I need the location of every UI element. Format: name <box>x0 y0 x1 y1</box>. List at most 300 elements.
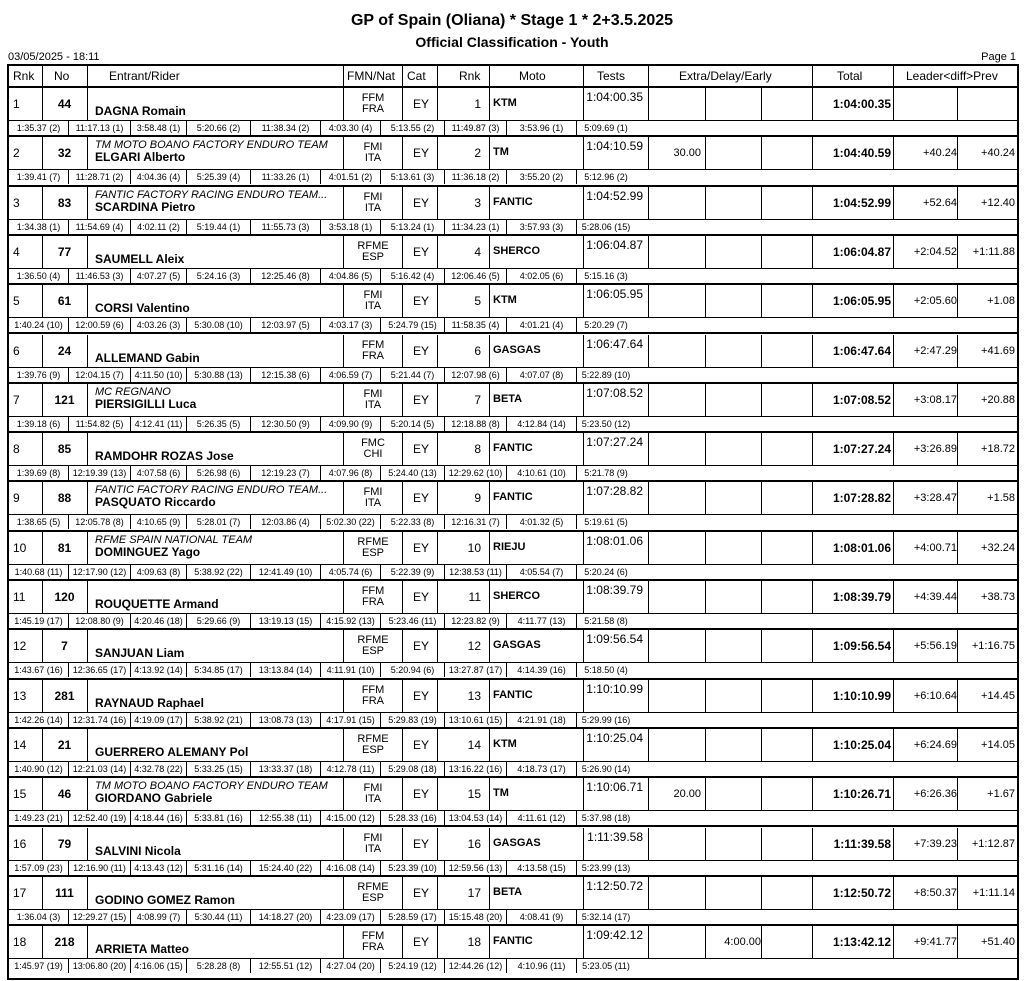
table-row <box>9 482 1017 531</box>
test-time: 1:40.68 (11) <box>9 565 69 579</box>
prev-diff: +1.58 <box>987 492 1015 505</box>
test-time: 12:06.46 (5) <box>445 269 507 283</box>
table-row <box>9 88 1017 137</box>
motorcycle-brand: GASGAS <box>493 343 541 356</box>
federation: FFM <box>361 683 385 696</box>
motorcycle-brand: RIEJU <box>493 540 526 553</box>
extra-time: 30.00 <box>673 147 701 160</box>
test-time: 12:25.46 (8) <box>251 269 321 283</box>
class-rank: 18 <box>467 935 481 950</box>
rider-name: SALVINI Nicola <box>95 843 181 858</box>
team-name: TM MOTO BOANO FACTORY ENDURO TEAM <box>95 780 328 793</box>
nationality: FRA <box>362 694 384 707</box>
test-time: 12:31.74 (16) <box>69 713 131 727</box>
federation-nation <box>344 241 402 263</box>
class-rank: 14 <box>467 737 481 752</box>
test-time: 1:42.26 (14) <box>9 713 69 727</box>
table-row <box>9 433 1017 482</box>
leader-diff: +7:39.23 <box>913 837 957 850</box>
test-time: 5:28.06 (15) <box>581 221 631 232</box>
test-time: 11:17.13 (1) <box>69 121 131 135</box>
test-time: 11:38.34 (2) <box>251 121 321 135</box>
rider-number: 32 <box>57 146 72 161</box>
tests-time: 1:07:28.82 <box>586 484 643 499</box>
tests-time: 1:07:08.52 <box>586 385 643 400</box>
test-time: 4:18.73 (17) <box>507 762 577 776</box>
test-time: 5:29.66 (9) <box>187 614 251 628</box>
test-time: 5:30.88 (13) <box>187 368 251 382</box>
table-row <box>9 778 1017 827</box>
test-time: 4:18.44 (16) <box>131 811 187 825</box>
col-class-rnk: Rnk <box>459 69 481 83</box>
test-time: 4:10.61 (10) <box>507 466 577 480</box>
test-time: 1:40.90 (12) <box>9 762 69 776</box>
federation: RFME <box>357 732 389 745</box>
test-time: 5:19.61 (5) <box>584 517 628 528</box>
test-time: 5:23.05 (11) <box>582 961 630 972</box>
test-time: 4:01.21 (4) <box>507 318 577 332</box>
rider-name: ELGARI Alberto <box>95 150 186 165</box>
federation: FFM <box>361 338 385 351</box>
nationality: ITA <box>364 842 382 855</box>
rider-name: GIORDANO Gabriele <box>95 791 213 806</box>
extra-time: 20.00 <box>673 788 701 801</box>
test-time: 4:13.92 (14) <box>131 663 187 677</box>
col-total: Total <box>837 69 863 83</box>
rank: 7 <box>13 392 20 407</box>
test-time: 4:11.50 (10) <box>131 368 187 382</box>
leader-diff: +5:56.19 <box>913 640 957 653</box>
col-fmn: FMN/Nat <box>347 69 395 83</box>
rank: 18 <box>13 935 27 950</box>
nationality: ITA <box>364 201 382 214</box>
test-time: 1:40.24 (10) <box>9 318 69 332</box>
table-row <box>9 285 1017 334</box>
test-time: 5:24.79 (15) <box>381 318 445 332</box>
test-time: 4:15.00 (12) <box>321 811 381 825</box>
result-line <box>9 729 1017 762</box>
prev-diff: +14.45 <box>981 689 1015 702</box>
test-time: 4:09.90 (9) <box>321 417 381 431</box>
result-line <box>9 778 1017 811</box>
table-row <box>9 877 1017 926</box>
motorcycle-brand: GASGAS <box>493 639 541 652</box>
test-times-line <box>9 811 1017 825</box>
leader-diff: +2:05.60 <box>913 295 957 308</box>
test-time: 4:15.92 (13) <box>321 614 381 628</box>
delay-time: 4:00.00 <box>724 936 761 949</box>
category: EY <box>412 787 429 802</box>
class-rank: 11 <box>468 590 481 604</box>
test-time: 12:18.88 (8) <box>445 417 507 431</box>
category: EY <box>412 737 429 752</box>
motorcycle-brand: FANTIC <box>493 195 533 208</box>
rider-name: PIERSIGILLI Luca <box>95 396 197 411</box>
test-time: 4:04.36 (4) <box>131 170 187 184</box>
table-row <box>9 680 1017 729</box>
test-time: 4:12.78 (11) <box>321 762 381 776</box>
test-time: 5:20.66 (2) <box>187 121 251 135</box>
class-rank: 6 <box>474 343 481 358</box>
class-rank: 2 <box>474 146 481 161</box>
result-line <box>9 581 1017 614</box>
federation-nation <box>344 635 402 657</box>
test-times-line <box>9 269 1017 283</box>
test-time: 14:18.27 (20) <box>251 910 321 924</box>
test-time: 5:34.85 (17) <box>187 663 251 677</box>
test-time: 13:10.61 (15) <box>445 713 507 727</box>
test-time: 12:30.50 (9) <box>251 417 321 431</box>
rank: 6 <box>13 343 20 358</box>
test-time: 12:23.82 (9) <box>445 614 507 628</box>
test-time: 5:33.81 (16) <box>187 811 251 825</box>
prev-diff: +1:11.88 <box>972 245 1015 258</box>
test-time: 12:29.27 (15) <box>69 910 131 924</box>
test-times-line <box>9 614 1017 628</box>
rider-number: 44 <box>57 97 72 111</box>
nationality: ITA <box>364 300 382 313</box>
federation-nation <box>344 438 402 460</box>
tests-time: 1:10:06.71 <box>586 780 643 795</box>
nationality: FRA <box>362 349 384 362</box>
test-time: 13:08.73 (13) <box>251 713 321 727</box>
test-time: 4:19.09 (17) <box>131 713 187 727</box>
class-rank: 3 <box>474 195 481 210</box>
test-time: 5:20.29 (7) <box>584 320 628 331</box>
team-name: FANTIC FACTORY RACING ENDURO TEAM... <box>95 188 328 201</box>
result-line <box>9 482 1017 515</box>
motorcycle-brand: FANTIC <box>493 688 533 701</box>
total-time: 1:06:04.87 <box>832 244 891 259</box>
rider-number: 81 <box>57 540 72 555</box>
test-time: 4:17.91 (15) <box>321 713 381 727</box>
test-time: 12:59.56 (13) <box>445 861 507 875</box>
test-time: 12:15.38 (6) <box>251 368 321 382</box>
rank: 17 <box>13 885 27 900</box>
test-time: 12:38.53 (11) <box>445 565 507 579</box>
document-title: GP of Spain (Oliana) * Stage 1 * 2+3.5.2025 <box>350 12 674 29</box>
test-time: 5:26.98 (6) <box>187 466 251 480</box>
rider-number: 61 <box>57 294 72 309</box>
test-time: 1:39.41 (7) <box>9 170 69 184</box>
motorcycle-brand: GASGAS <box>493 836 541 849</box>
test-time: 1:36.50 (4) <box>9 269 69 283</box>
tests-time: 1:04:00.35 <box>586 90 643 104</box>
federation: FMI <box>363 141 383 154</box>
col-entrant: Entrant/Rider <box>109 69 180 83</box>
test-time: 11:46.53 (3) <box>69 269 131 283</box>
test-times-line <box>9 121 1017 135</box>
motorcycle-brand: BETA <box>493 885 523 898</box>
rider-name: GUERRERO ALEMANY Pol <box>95 744 249 759</box>
result-line <box>9 433 1017 466</box>
test-time: 3:53.96 (1) <box>507 121 577 135</box>
test-time: 4:10.96 (11) <box>507 959 577 973</box>
motorcycle-brand: FANTIC <box>493 491 533 504</box>
nationality: ITA <box>364 793 382 806</box>
test-time: 4:07.58 (6) <box>131 466 187 480</box>
test-time: 5:23.46 (11) <box>381 614 445 628</box>
rider-name: ARRIETA Matteo <box>95 942 189 957</box>
total-time: 1:10:25.04 <box>832 737 891 752</box>
category: EY <box>412 590 429 604</box>
test-time: 4:27.04 (20) <box>321 959 381 973</box>
rank: 11 <box>13 590 26 604</box>
test-time: 5:29.99 (16) <box>581 714 631 725</box>
nationality: ITA <box>364 497 382 510</box>
test-time: 5:29.08 (18) <box>381 762 445 776</box>
test-time: 12:21.03 (14) <box>69 762 131 776</box>
motorcycle-brand: KTM <box>493 737 517 750</box>
class-rank: 5 <box>474 294 481 309</box>
nationality: ITA <box>364 152 382 165</box>
leader-diff: +40.24 <box>923 147 957 160</box>
test-time: 5:22.33 (8) <box>381 515 445 529</box>
motorcycle-brand: TM <box>493 146 509 159</box>
test-time: 1:38.65 (5) <box>9 515 69 529</box>
test-time: 3:57.93 (3) <box>507 220 577 234</box>
test-time: 13:13.84 (14) <box>251 663 321 677</box>
motorcycle-brand: FANTIC <box>493 935 533 948</box>
federation-nation <box>344 192 402 214</box>
test-time: 5:15.16 (3) <box>584 270 628 281</box>
total-time: 1:13:42.12 <box>832 935 891 950</box>
total-time: 1:08:01.06 <box>832 540 891 555</box>
test-time: 4:07.96 (8) <box>321 466 381 480</box>
test-time: 5:24.19 (12) <box>381 959 445 973</box>
classification-table <box>7 64 1019 980</box>
test-time: 1:45.97 (19) <box>9 959 69 973</box>
motorcycle-brand: FANTIC <box>493 442 533 455</box>
test-time: 1:36.04 (3) <box>9 910 69 924</box>
test-time: 5:23.99 (13) <box>581 862 631 873</box>
result-line <box>9 532 1017 565</box>
leader-diff: +3:28.47 <box>913 492 957 505</box>
test-times-line <box>9 368 1017 382</box>
tests-time: 1:06:47.64 <box>586 336 643 351</box>
federation: FFM <box>361 585 385 597</box>
test-time: 5:02.30 (22) <box>321 515 381 529</box>
nationality: ESP <box>361 743 384 756</box>
col-extra: Extra/Delay/Early <box>679 69 772 83</box>
test-time: 4:20.46 (18) <box>131 614 187 628</box>
prev-diff: +1.67 <box>987 788 1015 801</box>
prev-diff: +20.88 <box>981 393 1015 406</box>
test-time: 5:22.89 (10) <box>581 369 631 380</box>
test-time: 4:02.11 (2) <box>131 220 187 234</box>
motorcycle-brand: SHERCO <box>493 590 541 602</box>
table-row <box>9 630 1017 679</box>
tests-time: 1:04:52.99 <box>586 188 643 203</box>
test-time: 5:16.42 (4) <box>381 269 445 283</box>
test-time: 4:03.17 (3) <box>321 318 381 332</box>
nationality: CHI <box>363 448 383 461</box>
test-time: 1:49.23 (21) <box>9 811 69 825</box>
result-line <box>9 877 1017 910</box>
team-name: RFME SPAIN NATIONAL TEAM <box>95 533 253 546</box>
leader-diff: +6:10.64 <box>913 689 957 702</box>
federation-nation <box>344 93 402 115</box>
class-rank: 4 <box>474 244 481 259</box>
tests-time: 1:11:39.58 <box>587 829 643 844</box>
category: EY <box>412 885 429 900</box>
federation: FMI <box>363 289 383 302</box>
test-time: 12:55.51 (12) <box>251 959 321 973</box>
test-time: 5:20.14 (5) <box>381 417 445 431</box>
test-time: 5:23.50 (12) <box>581 418 631 429</box>
test-time: 12:16.90 (11) <box>69 861 131 875</box>
tests-time: 1:09:56.54 <box>586 632 643 647</box>
result-line <box>9 926 1017 959</box>
test-time: 11:49.87 (3) <box>445 121 507 135</box>
test-time: 12:08.80 (9) <box>69 614 131 628</box>
rank: 10 <box>13 540 27 555</box>
test-time: 5:22.39 (9) <box>381 565 445 579</box>
nationality: FRA <box>362 103 384 115</box>
test-time: 5:28.28 (8) <box>187 959 251 973</box>
test-time: 3:58.48 (1) <box>131 121 187 135</box>
result-line <box>9 630 1017 663</box>
test-times-line <box>9 515 1017 529</box>
test-time: 11:54.82 (5) <box>69 417 131 431</box>
result-line <box>9 187 1017 220</box>
test-time: 4:05.54 (7) <box>507 565 577 579</box>
total-time: 1:04:52.99 <box>832 195 891 210</box>
nationality: ITA <box>364 398 382 411</box>
test-times-line <box>9 417 1017 431</box>
rider-name: GODINO GOMEZ Ramon <box>95 892 236 907</box>
nationality: ESP <box>361 891 384 904</box>
prev-diff: +32.24 <box>981 541 1015 554</box>
tests-time: 1:09:42.12 <box>586 928 643 943</box>
test-time: 4:16.06 (15) <box>131 959 187 973</box>
test-time: 13:06.80 (20) <box>69 959 131 973</box>
motorcycle-brand: KTM <box>493 294 517 307</box>
test-time: 12:03.97 (5) <box>251 318 321 332</box>
test-time: 1:39.18 (6) <box>9 417 69 431</box>
category: EY <box>412 195 429 210</box>
test-time: 4:08.99 (7) <box>131 910 187 924</box>
category: EY <box>412 343 429 358</box>
test-time: 11:33.26 (1) <box>251 170 321 184</box>
test-time: 1:39.69 (8) <box>9 466 69 480</box>
tests-time: 1:07:27.24 <box>586 435 643 450</box>
test-time: 12:07.98 (6) <box>445 368 507 382</box>
category: EY <box>412 392 429 407</box>
tests-time: 1:04:10.59 <box>586 139 643 154</box>
table-row <box>9 729 1017 778</box>
test-time: 11:36.18 (2) <box>445 170 507 184</box>
rider-name: PASQUATO Riccardo <box>95 495 216 510</box>
total-time: 1:09:56.54 <box>832 639 891 654</box>
test-time: 12:19.23 (7) <box>251 466 321 480</box>
category: EY <box>412 491 429 506</box>
result-line <box>9 88 1017 121</box>
tests-time: 1:06:05.95 <box>586 287 643 302</box>
motorcycle-brand: BETA <box>493 392 523 405</box>
rider-number: 83 <box>57 195 72 210</box>
total-time: 1:07:08.52 <box>832 392 891 407</box>
tests-time: 1:12:50.72 <box>586 878 643 893</box>
test-time: 5:29.83 (19) <box>381 713 445 727</box>
test-time: 5:38.92 (21) <box>187 713 251 727</box>
class-rank: 13 <box>467 688 481 703</box>
test-time: 5:24.40 (13) <box>381 466 445 480</box>
category: EY <box>412 244 429 259</box>
motorcycle-brand: TM <box>493 787 509 800</box>
test-time: 5:20.24 (6) <box>584 566 628 577</box>
result-line <box>9 335 1017 368</box>
class-rank: 7 <box>474 392 481 407</box>
prev-diff: +12.40 <box>981 196 1015 209</box>
test-time: 5:28.59 (17) <box>381 910 445 924</box>
test-times-line <box>9 318 1017 332</box>
rider-number: 88 <box>57 491 72 506</box>
prev-diff: +40.24 <box>981 147 1015 160</box>
test-time: 5:26.90 (14) <box>581 763 631 774</box>
test-time: 5:26.35 (5) <box>187 417 251 431</box>
test-time: 12:00.59 (6) <box>69 318 131 332</box>
federation-nation <box>344 685 402 707</box>
federation-nation <box>344 586 402 608</box>
test-time: 12:55.38 (11) <box>251 811 321 825</box>
table-row <box>9 828 1017 877</box>
rank: 15 <box>13 787 27 802</box>
rider-number: 85 <box>57 442 72 457</box>
leader-diff: +4:39.44 <box>913 591 957 603</box>
table-header <box>9 66 1017 88</box>
test-time: 5:12.96 (2) <box>584 172 628 183</box>
nationality: ESP <box>361 546 384 559</box>
rank: 12 <box>13 639 27 654</box>
total-time: 1:06:47.64 <box>832 343 891 358</box>
table-row <box>9 926 1017 975</box>
total-time: 1:10:10.99 <box>832 688 891 703</box>
test-time: 5:18.50 (4) <box>584 665 628 676</box>
test-time: 1:34.38 (1) <box>9 220 69 234</box>
category: EY <box>412 146 429 161</box>
test-time: 4:07.27 (5) <box>131 269 187 283</box>
test-time: 4:01.32 (5) <box>507 515 577 529</box>
col-moto: Moto <box>519 69 546 83</box>
rider-number: 111 <box>55 885 74 900</box>
test-time: 4:13.58 (15) <box>507 861 577 875</box>
result-line <box>9 236 1017 269</box>
motorcycle-brand: KTM <box>493 97 517 109</box>
test-time: 5:09.69 (1) <box>584 123 628 133</box>
test-time: 12:03.86 (4) <box>251 515 321 529</box>
rider-number: 120 <box>54 590 75 604</box>
test-times-line <box>9 466 1017 480</box>
rider-number: 24 <box>57 343 72 358</box>
prev-diff: +38.73 <box>981 591 1015 603</box>
test-time: 11:34.23 (1) <box>445 220 507 234</box>
test-time: 3:55.20 (2) <box>507 170 577 184</box>
test-time: 5:38.92 (22) <box>187 565 251 579</box>
prev-diff: +1:11.14 <box>972 886 1015 899</box>
test-time: 4:11.61 (12) <box>507 811 577 825</box>
federation: FMI <box>363 486 383 499</box>
rider-number: 21 <box>57 737 72 752</box>
federation-nation <box>344 389 402 411</box>
result-line <box>9 137 1017 170</box>
total-time: 1:12:50.72 <box>832 885 891 900</box>
test-time: 5:28.01 (7) <box>187 515 251 529</box>
test-time: 3:53.18 (1) <box>321 220 381 234</box>
federation: RFME <box>357 880 389 893</box>
category: EY <box>412 935 429 950</box>
nationality: ESP <box>361 645 384 658</box>
